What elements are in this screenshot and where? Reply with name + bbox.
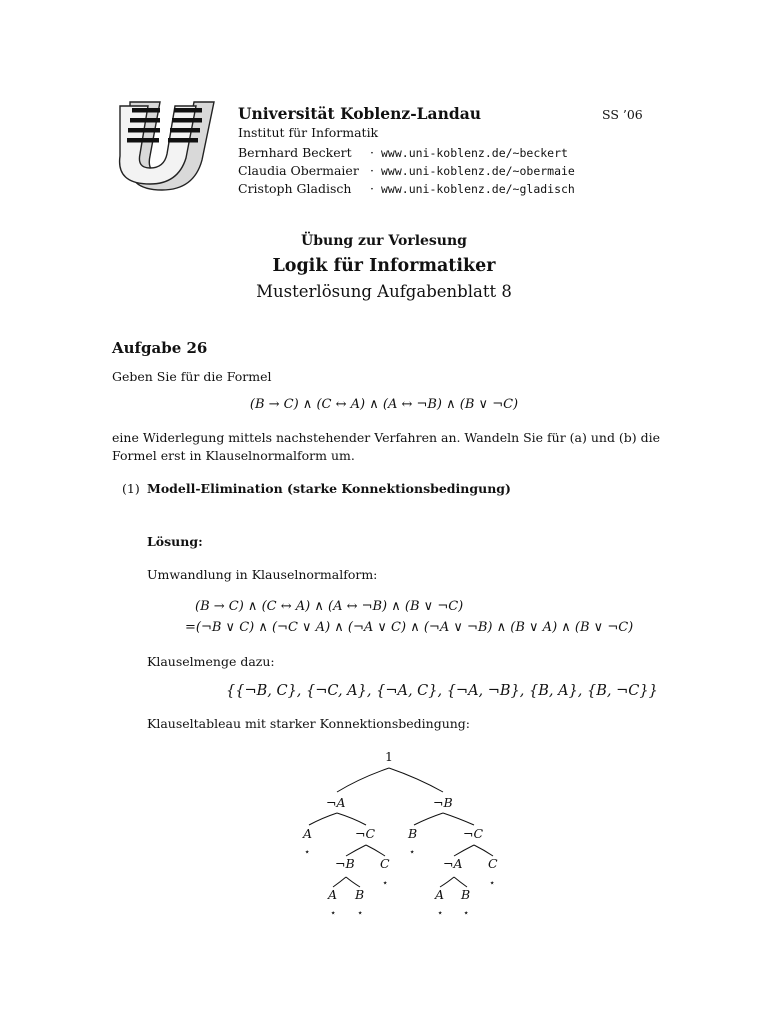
task-intro: Geben Sie für die Formel xyxy=(112,369,272,384)
separator-dot: · xyxy=(370,145,374,160)
tableau-node: C xyxy=(380,856,390,871)
closed-marker: ⋆ xyxy=(357,908,364,919)
cnf-line-2: =(¬B ∨ C) ∧ (¬C ∨ A) ∧ (¬A ∨ C) ∧ (¬A ∨ ¬B) ∧ (B ∨ A) ∧ (B ∨ ¬C) xyxy=(185,620,634,635)
tableau-node: ¬B xyxy=(433,795,453,810)
person-url[interactable]: www.uni-koblenz.de/~obermaie xyxy=(381,164,575,178)
closed-marker: ⋆ xyxy=(409,847,416,858)
cnf-line-1: (B → C) ∧ (C ↔ A) ∧ (A ↔ ¬B) ∧ (B ∨ ¬C) xyxy=(195,599,464,614)
tableau-node: ¬C xyxy=(463,826,484,841)
closed-marker: ⋆ xyxy=(437,908,444,919)
tableau-node: A xyxy=(303,826,313,841)
institute-name: Institut für Informatik xyxy=(238,125,379,140)
closed-marker: ⋆ xyxy=(489,878,496,889)
solution-label: Lösung: xyxy=(147,534,203,549)
semester: SS ’06 xyxy=(602,107,643,122)
clauses-intro: Klauselmenge dazu: xyxy=(147,654,275,669)
separator-dot: · xyxy=(370,163,374,178)
title-sheet: Musterlösung Aufgabenblatt 8 xyxy=(256,282,512,301)
tableau-node: A xyxy=(435,887,445,902)
person-url[interactable]: www.uni-koblenz.de/~gladisch xyxy=(381,182,575,196)
closed-marker: ⋆ xyxy=(382,878,389,889)
tableau-node: ¬A xyxy=(326,795,346,810)
tableau-node: B xyxy=(408,826,418,841)
title-course-name: Logik für Informatiker xyxy=(272,256,496,276)
separator-dot: · xyxy=(370,181,374,196)
tableau-node: ¬C xyxy=(355,826,376,841)
closed-marker: ⋆ xyxy=(304,847,311,858)
person-name: Claudia Obermaier xyxy=(238,163,359,178)
clause-set: {{¬B, C}, {¬C, A}, {¬A, C}, {¬A, ¬B}, {B, A}, {B, ¬C}} xyxy=(226,683,658,699)
tableau-node: ¬B xyxy=(335,856,355,871)
task-instruction-line: eine Widerlegung mittels nachstehender Verfahren an. Wandeln Sie für (a) und (b) die xyxy=(112,430,661,445)
person-name: Cristoph Gladisch xyxy=(238,181,352,196)
tableau-node: B xyxy=(355,887,365,902)
tableau-node: C xyxy=(488,856,498,871)
tableau-node: B xyxy=(461,887,471,902)
tableau-node: A xyxy=(328,887,338,902)
task-instruction-line: Formel erst in Klauselnormalform um. xyxy=(112,448,355,463)
cnf-intro: Umwandlung in Klauselnormalform: xyxy=(147,567,378,582)
tableau-intro: Klauseltableau mit starker Konnektionsbedingung: xyxy=(147,716,471,731)
task-formula: (B → C) ∧ (C ↔ A) ∧ (A ↔ ¬B) ∧ (B ∨ ¬C) xyxy=(249,397,519,412)
tableau-root: 1 xyxy=(385,749,393,764)
closed-marker: ⋆ xyxy=(463,908,470,919)
tableau-node: ¬A xyxy=(443,856,463,871)
closed-marker: ⋆ xyxy=(330,908,337,919)
title-course-type: Übung zur Vorlesung xyxy=(301,233,467,249)
university-name: Universität Koblenz-Landau xyxy=(238,104,482,123)
item-number: (1) xyxy=(122,481,140,496)
task-heading: Aufgabe 26 xyxy=(112,339,208,357)
item-title: Modell-Elimination (starke Konnektionsbedingung) xyxy=(147,481,511,496)
person-name: Bernhard Beckert xyxy=(238,145,352,160)
person-url[interactable]: www.uni-koblenz.de/~beckert xyxy=(381,146,568,160)
